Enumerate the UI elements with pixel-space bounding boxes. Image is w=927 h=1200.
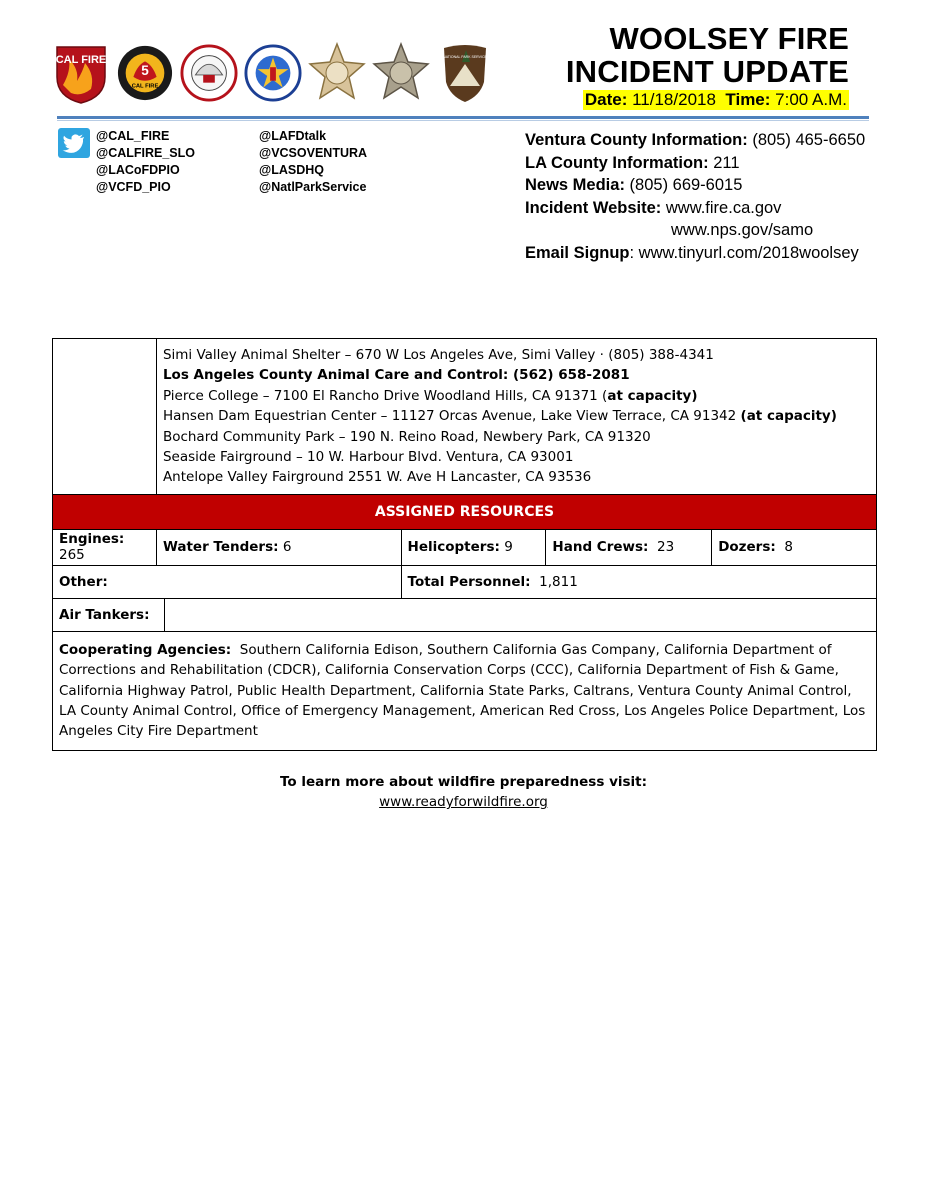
news-media-line: [525, 174, 865, 197]
time-value: 7:00 A.M.: [775, 90, 847, 109]
svg-text:CAL FIRE: CAL FIRE: [55, 54, 107, 66]
air-tankers-label-cell: [53, 598, 165, 631]
nps-website-link[interactable]: www.nps.gov/samo: [671, 221, 814, 239]
twitter-handle: @LAFDtalk: [259, 129, 327, 143]
helicopters-cell: [401, 529, 546, 565]
water-tenders-value: 6: [282, 539, 292, 556]
la-info-line: [525, 152, 865, 175]
twitter-handle: @CAL_FIRE: [96, 129, 170, 143]
preparedness-footer: [0, 772, 927, 812]
resource-counts-row: [53, 529, 877, 565]
air-tankers-label: Air Tankers:: [59, 606, 150, 623]
la-info-value: 211: [713, 153, 740, 172]
incident-website-link[interactable]: www.fire.ca.gov: [665, 198, 782, 217]
total-personnel-value: 1,811: [539, 573, 578, 590]
la-info-label: LA County Information:: [525, 153, 709, 172]
shelter-line: Antelope Valley Fairground 2551 W. Ave H Lancaster, CA 93536: [162, 469, 592, 486]
incident-subtitle: INCIDENT UPDATE: [565, 54, 849, 89]
hand-crews-cell: [546, 529, 712, 565]
cooperating-agencies-list: Southern California Edison, Southern California Gas Company, California Department of Corrections and Rehabilitation (CDCR), California Conservation Corps (CCC), California Department of Fish & Game, California Highway Patrol, Public Health Department, California State Parks, Caltrans, Ventura County Animal Control, LA County Animal Control, Office of Emergency Management, American Red Cross, Los Angeles Police Department, Los Angeles City Fire Department: [59, 641, 866, 740]
news-media-value: (805) 669-6015: [629, 176, 743, 194]
shelter-row: [53, 339, 877, 495]
ventura-info-label: Ventura County Information:: [525, 131, 748, 149]
twitter-handle: @NatlParkService: [259, 180, 367, 194]
incident-title: WOOLSEY FIRE: [609, 21, 849, 56]
header-divider: [57, 116, 869, 119]
svg-text:5: 5: [141, 62, 149, 78]
la-county-sheriff-badge: [372, 40, 430, 106]
shelter-line-text: Pierce College – 7100 El Rancho Drive Woodland Hills, CA 91371 (: [162, 387, 608, 404]
incident-website-line-2: [525, 219, 865, 242]
twitter-handle: @CALFIRE_SLO: [96, 146, 195, 160]
twitter-handles-col2: [259, 128, 367, 196]
shelter-line: Simi Valley Animal Shelter – 670 W Los Angeles Ave, Simi Valley · (805) 388-4341: [162, 347, 714, 363]
date-value: 11/18/2018: [632, 90, 716, 109]
cooperating-agencies-cell: [53, 631, 877, 750]
cooperating-agencies-label: Cooperating Agencies:: [59, 641, 232, 658]
engines-cell: [53, 529, 157, 565]
twitter-handles-col1: [96, 128, 195, 196]
contact-info: [525, 129, 865, 264]
air-tankers-value-cell: [164, 598, 876, 631]
cooperating-agencies-row: [53, 631, 877, 750]
hand-crews-value: 23: [657, 539, 675, 556]
capacity-note: at capacity): [607, 387, 698, 404]
shelter-line: Bochard Community Park – 190 N. Reino Road, Newbery Park, CA 91320: [162, 428, 651, 445]
ventura-info-line: [525, 129, 865, 152]
other-label: Other:: [59, 573, 108, 590]
shelter-line: [163, 365, 870, 385]
email-signup-line: [525, 242, 865, 265]
shelter-empty-cell: [53, 339, 157, 495]
resources-heading: ASSIGNED RESOURCES: [53, 494, 877, 529]
helicopters-label: Helicopters:: [407, 539, 500, 556]
water-tenders-label: Water Tenders:: [162, 539, 279, 556]
header-divider-shadow: [57, 120, 869, 121]
capacity-note: (at capacity): [740, 408, 837, 425]
national-park-service-logo: [436, 40, 494, 106]
twitter-icon: [58, 128, 90, 158]
engines-value: 265: [59, 547, 85, 564]
ventura-info-value: (805) 465-6650: [752, 131, 866, 149]
shelter-line-bold: Los Angeles County Animal Care and Control: (562) 658-2081: [162, 367, 630, 384]
svg-text:NATIONAL PARK SERVICE: NATIONAL PARK SERVICE: [443, 55, 487, 59]
news-media-label: News Media:: [525, 176, 625, 194]
shelter-line: [163, 406, 870, 426]
total-personnel-label: Total Personnel:: [407, 573, 531, 590]
resources-heading-row: [53, 494, 877, 529]
dozers-cell: [712, 529, 877, 565]
other-row: [53, 565, 877, 598]
shelter-line-text: Hansen Dam Equestrian Center – 11127 Orcas Avenue, Lake View Terrace, CA 91342: [162, 408, 741, 425]
ventura-county-fire-department-logo: [244, 40, 302, 106]
time-label: Time:: [725, 90, 771, 109]
date-label: Date:: [584, 90, 628, 109]
date-time-bar: [583, 90, 849, 110]
water-tenders-cell: [156, 529, 401, 565]
air-tankers-row: [53, 598, 877, 631]
svg-text:CAL FIRE: CAL FIRE: [131, 83, 159, 90]
cal-fire-logo: [52, 40, 110, 106]
helicopters-value: 9: [504, 539, 513, 556]
total-personnel-cell: [401, 565, 876, 598]
twitter-handle: @LACoFDPIO: [96, 163, 180, 177]
resources-table: [52, 338, 877, 751]
email-signup-label: Email Signup: [525, 243, 630, 262]
dozers-value: 8: [784, 539, 793, 556]
incident-title-block: [566, 22, 849, 110]
incident-website-line: [525, 197, 865, 220]
preparedness-heading: To learn more about wildfire preparedness visit:: [279, 774, 648, 790]
hand-crews-label: Hand Crews:: [552, 539, 649, 556]
twitter-handle: @LASDHQ: [259, 163, 324, 177]
incident-website-label: Incident Website:: [525, 198, 662, 217]
la-county-fire-department-logo: [180, 40, 238, 106]
readyforwildfire-link[interactable]: www.readyforwildfire.org: [379, 794, 548, 810]
other-cell: [53, 565, 402, 598]
twitter-handle: @VCFD_PIO: [96, 180, 171, 194]
twitter-handle: @VCSOVENTURA: [259, 146, 368, 160]
shelter-line: [163, 386, 870, 406]
shelter-line: Seaside Fairground – 10 W. Harbour Blvd. Ventura, CA 93001: [162, 449, 574, 466]
engines-label: Engines:: [59, 531, 125, 548]
incident-management-team-5-logo: [116, 40, 174, 106]
ventura-county-sheriff-badge: [308, 40, 366, 106]
email-signup-link[interactable]: : www.tinyurl.com/2018woolsey: [629, 243, 859, 262]
dozers-label: Dozers:: [718, 539, 776, 556]
agency-logos: [52, 40, 494, 106]
shelter-list: [156, 339, 876, 495]
